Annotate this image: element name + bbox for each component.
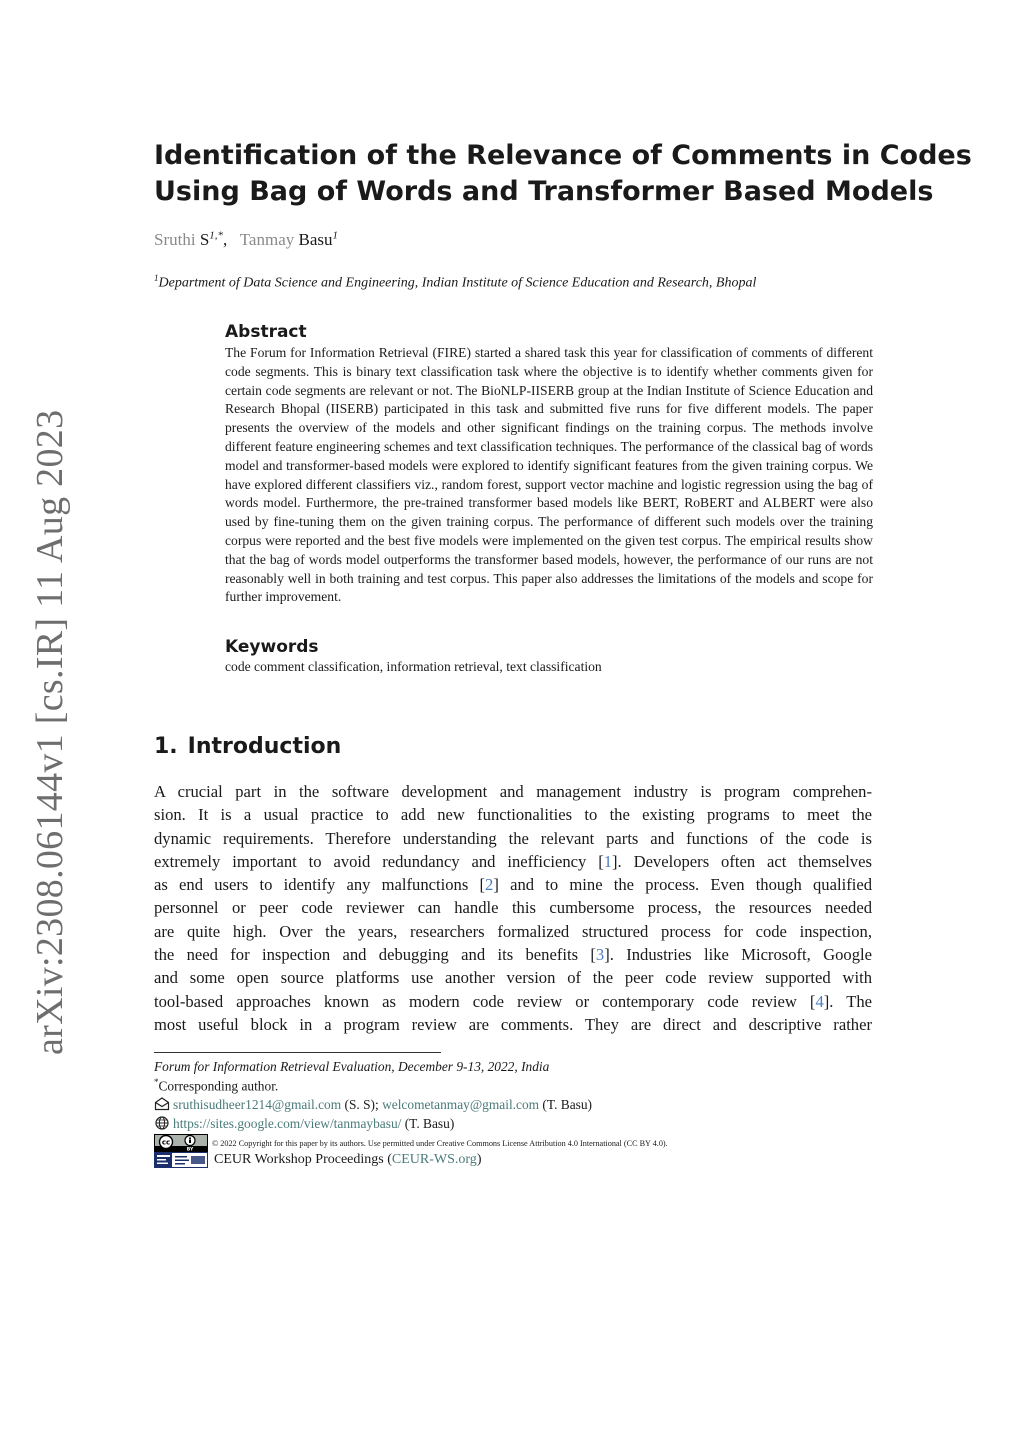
abstract-text: The Forum for Information Retrieval (FIRE) started a shared task this year for classification of comments of different code segments. This is binary text classification task where the objective is to identify whether comments given for certain code segments are relevant or not. The BioNLP-IISERB group at the Indian Institute of Science Education and Research Bhopal (IISERB) participated in this task and submitted five runs for five different models. The paper presents the overview of the models and other significant findings on the training corpus. The methods involve different feature engineering schemes and text classification techniques. The performance of the classical bag of words model and transformer-based models were explored to identify significant features from the given training corpus. We have explored different classifiers viz., random forest, support vector machine and logistic regression using the bag of words model. Furthermore, the pre-trained transformer based models like BERT, RoBERT and ALBERT were also used by fine-tuning them on the given training corpus. The performance of different such models over the training corpus were reported and the best five models were implemented on the given test corpus. The empirical results show that the bag of words model outperforms the transformer based models, however, the performance of our runs are not reasonably well in both training and test corpus. This paper also addresses the limitations of the models and scope for further improvement. — [225, 345, 873, 605]
paper-title — [154, 138, 972, 210]
email-owner-1: (S. S); — [341, 1097, 383, 1112]
footnote-corresponding-author — [154, 1077, 278, 1094]
footnote-website — [154, 1116, 454, 1132]
intro-line — [154, 990, 872, 1013]
paper-title-line-2: Using Bag of Words and Transformer Based Models — [154, 176, 934, 207]
license-text: © 2022 Copyright for this paper by its authors. Use permitted under Creative Commons License Attribution 4.0 International (CC BY 4.0). — [212, 1138, 668, 1148]
ceur-link[interactable]: CEUR-WS.org — [391, 1152, 477, 1167]
intro-line-text: ]. Developers often act themselves — [612, 851, 872, 871]
author-2 — [240, 230, 338, 249]
section-heading-introduction — [154, 734, 341, 759]
intro-line: most useful block in a program review are comments. They are direct and descriptive rather — [154, 1014, 872, 1034]
citation-link[interactable]: 2 — [485, 875, 494, 895]
website-link[interactable]: https://sites.google.com/view/tanmaybasu/ — [173, 1116, 402, 1131]
email-link-1[interactable]: sruthisudheer1214@gmail.com — [173, 1097, 342, 1112]
footnote-divider — [154, 1052, 441, 1053]
intro-line — [154, 873, 872, 896]
ceur-text-suffix: ) — [476, 1152, 482, 1167]
corresponding-text: Corresponding author. — [158, 1078, 279, 1094]
intro-line: personnel or peer code reviewer can handle this cumbersome process, the resources needed — [154, 898, 872, 918]
author-1-last-name: S — [199, 229, 210, 249]
paper-title-line-1: Identification of the Relevance of Comments in Codes — [154, 140, 972, 171]
email-owner-2: (T. Basu) — [539, 1097, 593, 1112]
section-number: 1. — [154, 734, 178, 759]
author-2-last-name: Basu — [298, 229, 333, 249]
intro-line: sion. It is a usual practice to add new functionalities to the existing programs to meet the — [154, 805, 872, 825]
license-row — [154, 1134, 668, 1152]
affiliation-mark: 1 — [154, 273, 159, 283]
keywords-text: code comment classification, information retrieval, text classification — [225, 659, 602, 674]
footnote-emails — [154, 1097, 592, 1113]
corresponding-mark: * — [154, 1077, 159, 1087]
intro-line: A crucial part in the software development and management industry is program comprehen- — [154, 782, 872, 801]
section-title: Introduction — [187, 734, 342, 759]
svg-text:cc: cc — [161, 1138, 171, 1147]
ceur-workshop-logo — [154, 1152, 208, 1168]
intro-line — [154, 943, 872, 966]
intro-line-text: ] and to mine the process. Even though qualified — [493, 875, 872, 895]
intro-line-text: the need for inspection and debugging and its benefits [ — [154, 945, 596, 965]
author-2-first-name: Tanmay — [239, 229, 295, 249]
intro-line: dynamic requirements. Therefore understanding the relevant parts and functions of the code is — [154, 828, 872, 848]
cc-by-license-icon[interactable] — [154, 1134, 208, 1152]
intro-line-text: ]. Industries like Microsoft, Google — [604, 945, 872, 965]
citation-link[interactable]: 3 — [595, 945, 605, 965]
intro-line-text: as end users to identify any malfunctions [ — [154, 875, 486, 895]
author-1-first-name: Sruthi — [154, 229, 196, 249]
keywords-heading: Keywords — [225, 637, 319, 657]
intro-line: are quite high. Over the years, researchers formalized structured process for code inspection, — [154, 921, 872, 941]
ceur-proceedings — [154, 1152, 481, 1168]
arxiv-identifier-stamp: arXiv:2308.06144v1 [cs.IR] 11 Aug 2023 — [29, 409, 71, 1055]
abstract-heading: Abstract — [225, 322, 307, 342]
email-link-2[interactable]: welcometanmay@gmail.com — [382, 1097, 540, 1112]
globe-icon — [154, 1116, 170, 1130]
intro-line: and some open source platforms use another version of the peer code review supported with — [154, 968, 872, 988]
cc-badge-label: BY — [186, 1147, 194, 1153]
author-2-affiliation-mark: 1 — [332, 229, 338, 241]
footnote-conference: Forum for Information Retrieval Evaluation, December 9-13, 2022, India — [154, 1059, 550, 1074]
citation-link[interactable]: 4 — [815, 991, 824, 1011]
citation-link[interactable]: 1 — [603, 851, 613, 871]
ceur-text — [214, 1152, 481, 1167]
ceur-text-prefix: CEUR Workshop Proceedings ( — [214, 1152, 392, 1167]
author-1-affiliation-mark: 1,* — [209, 229, 224, 241]
introduction-body — [154, 780, 872, 1036]
envelope-icon — [154, 1097, 170, 1111]
intro-line-text: tool-based approaches known as modern code review or contemporary code review [ — [154, 991, 816, 1011]
website-owner: (T. Basu) — [401, 1116, 455, 1131]
intro-line — [154, 850, 872, 873]
author-list — [154, 229, 338, 250]
affiliation — [154, 273, 756, 292]
intro-line-text: ]. The — [823, 991, 872, 1011]
affiliation-text: Department of Data Science and Engineering, Indian Institute of Science Education and Research, Bhopal — [158, 275, 757, 291]
author-1: Sruthi $S^{1,*}$, — [154, 229, 232, 249]
intro-line-text: extremely important to avoid redundancy and inefficiency [ — [154, 851, 604, 871]
